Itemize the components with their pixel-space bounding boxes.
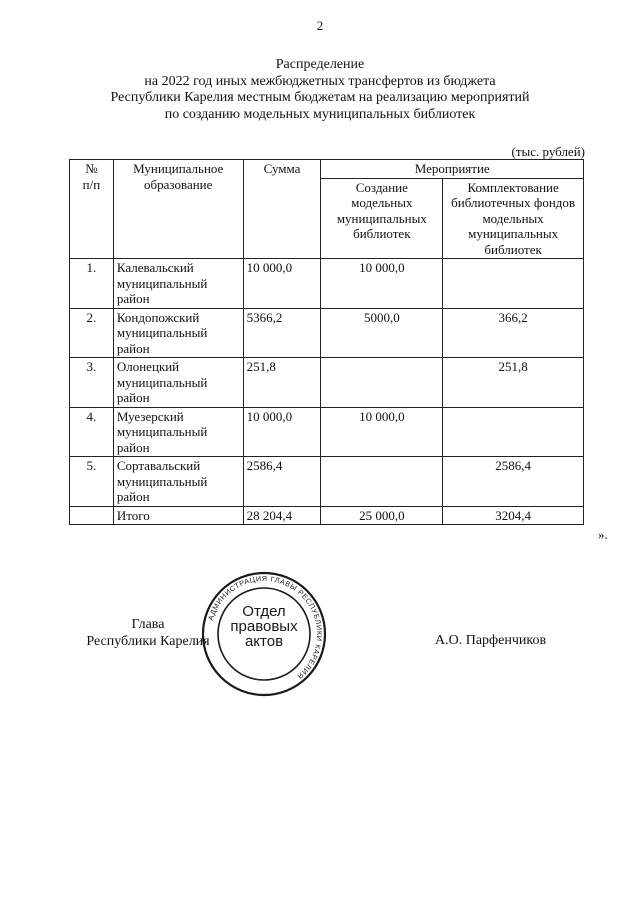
stamp-line: актов — [244, 633, 284, 650]
row-create — [321, 358, 443, 408]
page-number: 2 — [316, 18, 324, 33]
table-row — [70, 407, 584, 457]
total-create: 25 000,0 — [321, 506, 443, 525]
signatory-title-line: Глава — [131, 617, 165, 632]
header-num: № п/п — [70, 160, 114, 259]
table-row — [70, 308, 584, 358]
official-stamp — [200, 570, 328, 698]
title-line: на 2022 год иных межбюджетных трансфертов из бюджета — [144, 73, 496, 89]
stamp-line: правовых — [230, 618, 298, 635]
row-acquire — [443, 259, 584, 309]
distribution-table — [69, 159, 584, 525]
signatory-title-line: Республики Карелия — [86, 634, 210, 649]
row-num: 1. — [70, 259, 114, 309]
total-num — [70, 506, 114, 525]
row-sum: 251,8 — [243, 358, 321, 408]
row-sum: 10 000,0 — [243, 407, 321, 457]
table-row — [70, 457, 584, 507]
row-acquire: 366,2 — [443, 308, 584, 358]
row-sum: 2586,4 — [243, 457, 321, 507]
row-sum: 5366,2 — [243, 308, 321, 358]
title-line: Распределение — [275, 57, 365, 72]
header-activity-create: Создание модельных муниципальных библиотек — [321, 178, 443, 259]
title-line: Республики Карелия местным бюджетам на реализацию мероприятий — [110, 90, 530, 105]
table-header-row — [70, 160, 584, 179]
total-sum: 28 204,4 — [243, 506, 321, 525]
row-create — [321, 457, 443, 507]
row-acquire — [443, 407, 584, 457]
header-municipality: Муниципальное образование — [113, 160, 243, 259]
stamp-line: Отдел — [242, 603, 286, 620]
signatory-title — [78, 616, 218, 650]
total-label: Итого — [113, 506, 243, 525]
row-municipality: Олонецкий муниципальный район — [113, 358, 243, 408]
row-acquire: 251,8 — [443, 358, 584, 408]
row-create: 5000,0 — [321, 308, 443, 358]
closing-quote: ». — [598, 527, 608, 542]
row-municipality: Сортавальский муниципальный район — [113, 457, 243, 507]
table-row — [70, 358, 584, 408]
header-sum: Сумма — [243, 160, 321, 259]
table-row — [70, 259, 584, 309]
header-activity-acquire: Комплектование библиотечных фондов модельных муниципальных библиотек — [443, 178, 584, 259]
title-line: по созданию модельных муниципальных библиотек — [164, 106, 476, 122]
units-label: (тыс. рублей) — [511, 144, 585, 159]
row-acquire: 2586,4 — [443, 457, 584, 507]
row-sum: 10 000,0 — [243, 259, 321, 309]
stamp-ring-text: АДМИНИСТРАЦИЯ ГЛАВЫ РЕСПУБЛИКИ КАРЕЛИЯ — [205, 573, 325, 682]
row-municipality: Кондопожский муниципальный район — [113, 308, 243, 358]
row-municipality: Муезерский муниципальный район — [113, 407, 243, 457]
document-title — [0, 57, 640, 123]
signatory-name: А.О. Парфенчиков — [435, 633, 547, 648]
stamp-inner-text — [200, 604, 328, 649]
row-num: 4. — [70, 407, 114, 457]
row-num: 5. — [70, 457, 114, 507]
row-create: 10 000,0 — [321, 407, 443, 457]
row-num: 2. — [70, 308, 114, 358]
header-activity: Мероприятие — [321, 160, 584, 179]
row-create: 10 000,0 — [321, 259, 443, 309]
row-num: 3. — [70, 358, 114, 408]
total-row — [70, 506, 584, 525]
row-municipality: Калевальский муниципальный район — [113, 259, 243, 309]
total-acquire: 3204,4 — [443, 506, 584, 525]
